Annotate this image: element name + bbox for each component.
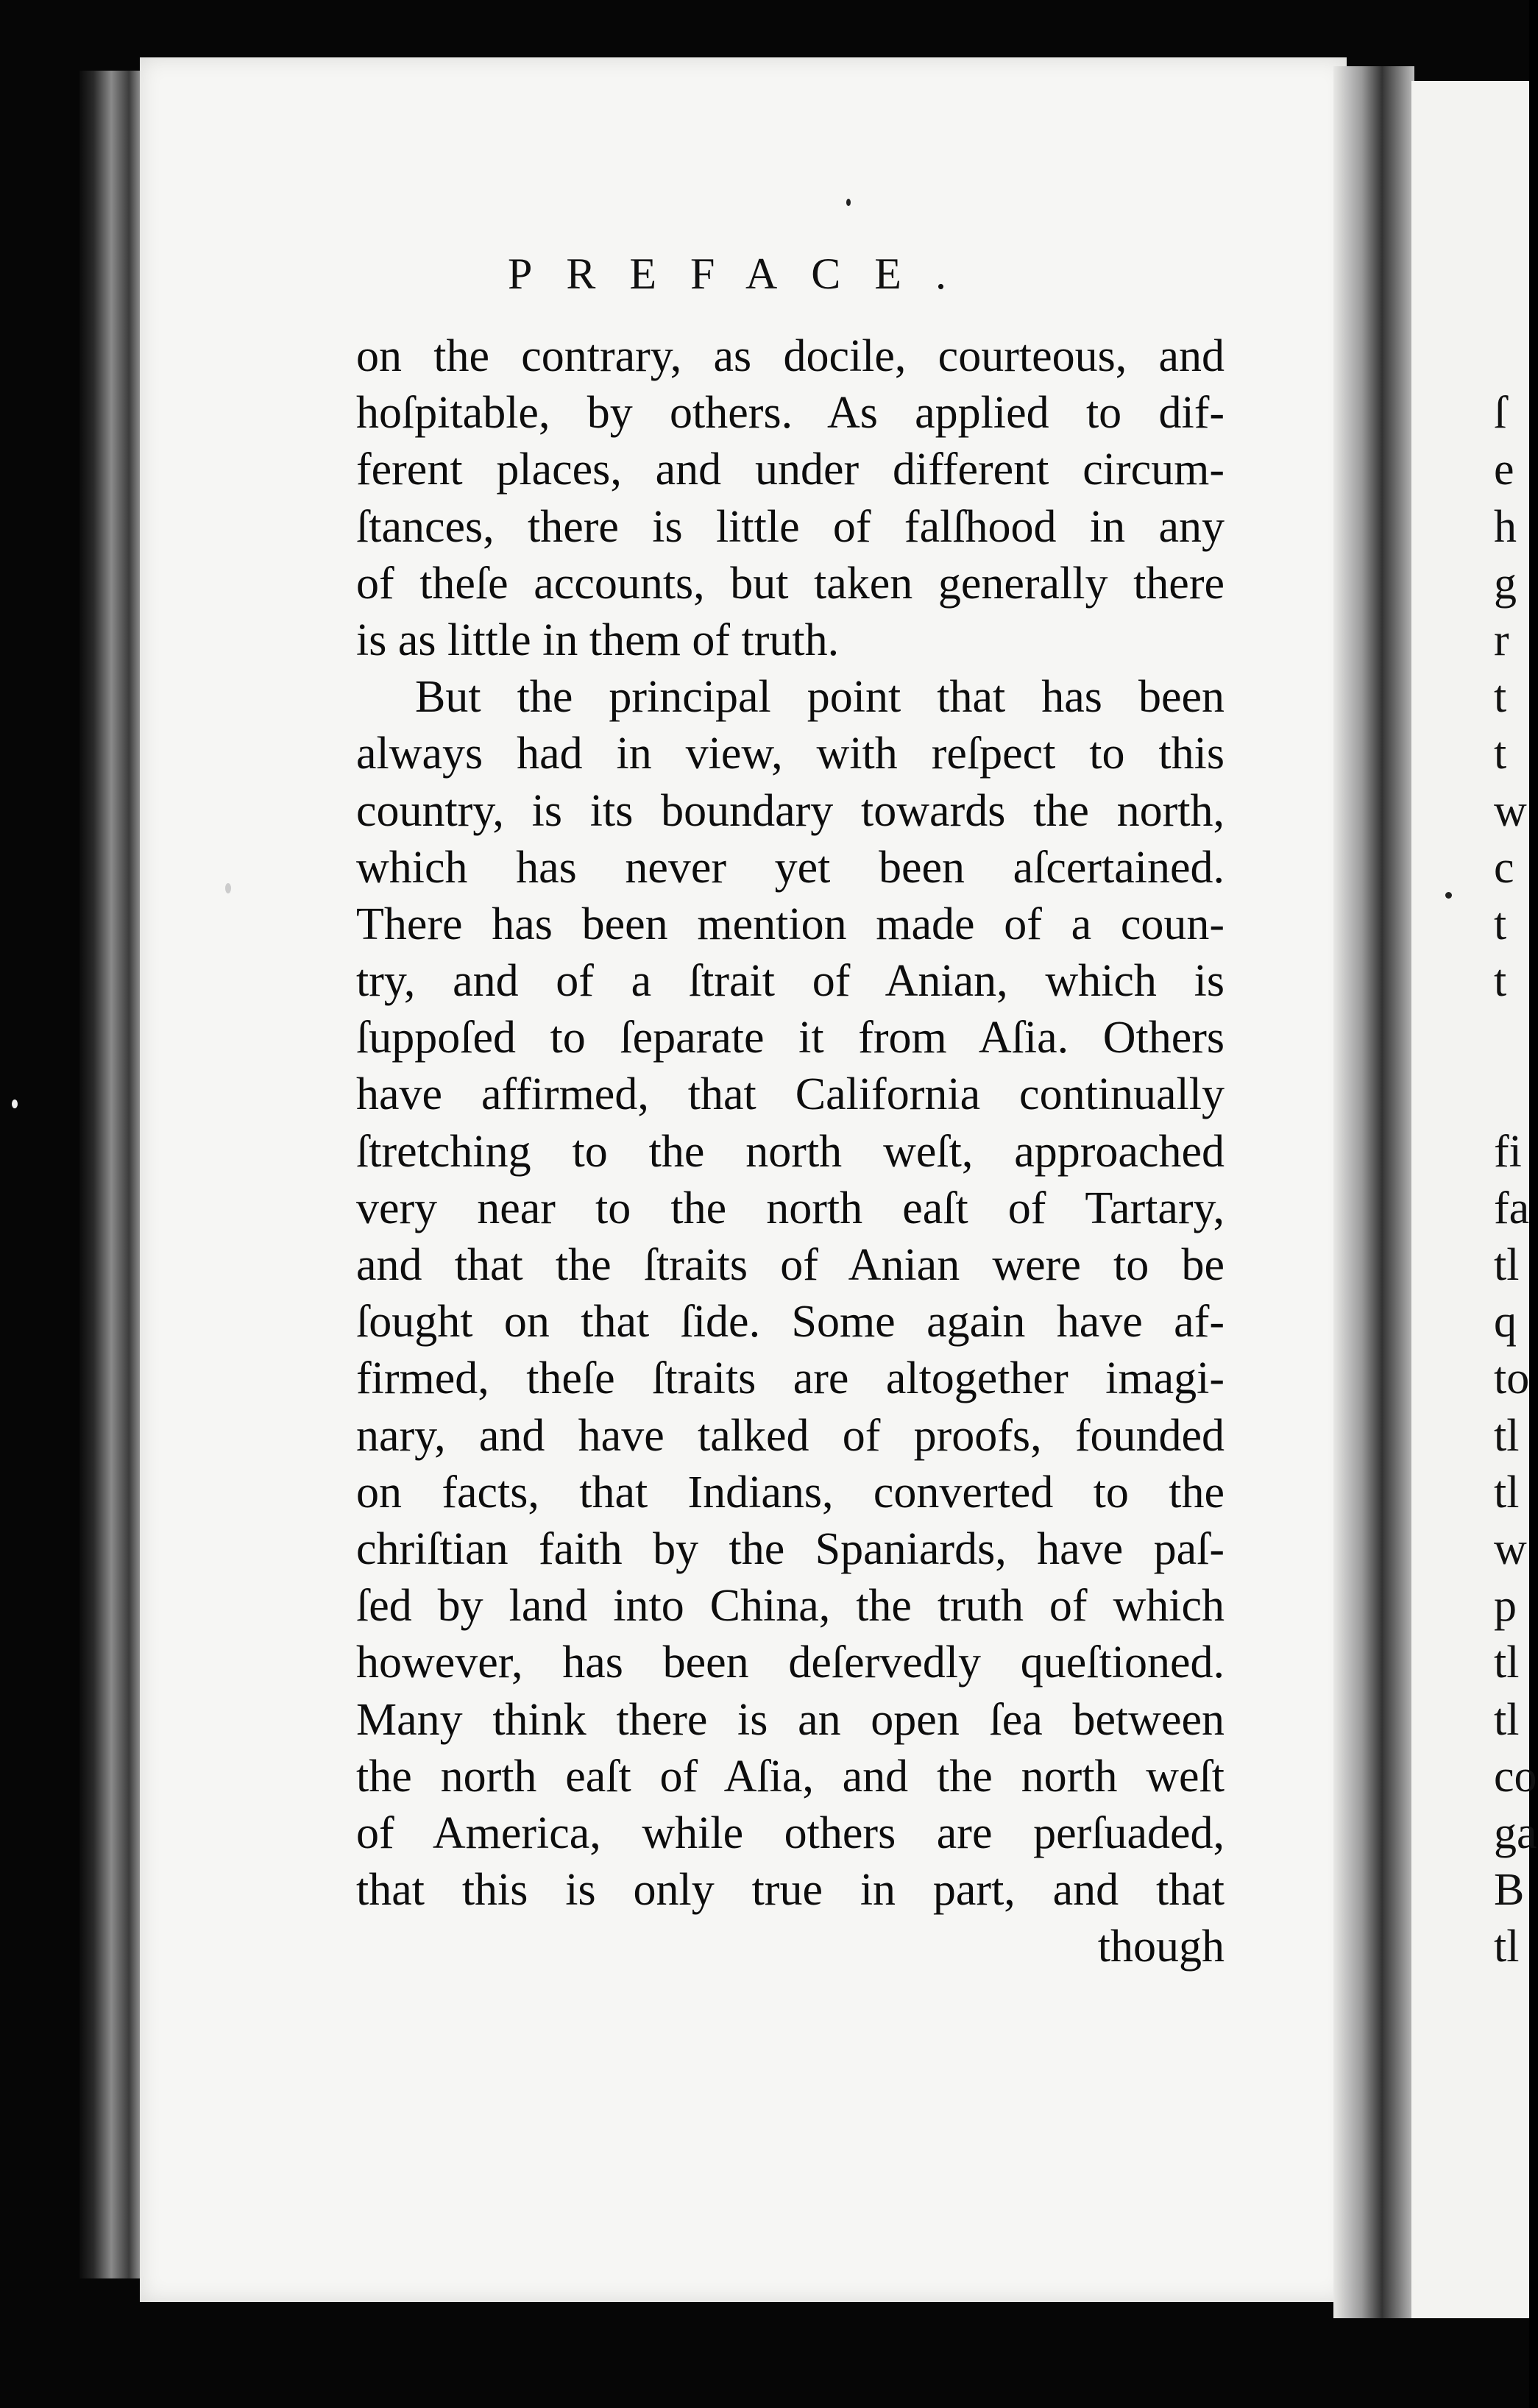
text-line: the north eaſt of Aſia, and the north weſt	[356, 1751, 1225, 1802]
text-line: There has been mention made of a coun-	[356, 899, 1225, 949]
fragment: co	[1494, 1751, 1537, 1802]
paper-speck	[225, 883, 231, 893]
text-line: chriſtian faith by the Spaniards, have paſ-	[356, 1523, 1225, 1574]
fragment: B	[1494, 1865, 1525, 1916]
facing-page-text-fragments	[1494, 328, 1538, 1975]
fragment: w	[1494, 785, 1527, 836]
text-line: But the principal point that has been	[415, 672, 1225, 723]
paper-speck	[846, 199, 851, 206]
fragment: fi	[1494, 1126, 1522, 1177]
text-line: firmed, theſe ſtraits are altogether imagi-	[356, 1353, 1225, 1404]
text-line: ſuppoſed to ſeparate it from Aſia. Others	[356, 1013, 1225, 1063]
text-line: very near to the north eaſt of Tartary,	[356, 1183, 1225, 1233]
paper-speck	[1445, 892, 1452, 899]
fragment: t	[1494, 729, 1507, 779]
text-line: ſed by land into China, the truth of which	[356, 1581, 1225, 1632]
text-line: that this is only true in part, and that	[356, 1865, 1225, 1916]
fragment: ſ	[1494, 388, 1507, 439]
text-line: on facts, that Indians, converted to the	[356, 1467, 1225, 1518]
text-line: however, has been deſervedly queſtioned.	[356, 1637, 1225, 1688]
fragment: t	[1494, 672, 1507, 723]
text-line: on the contrary, as docile, courteous, and	[356, 331, 1225, 381]
text-line: and that the ſtraits of Anian were to be	[356, 1240, 1225, 1290]
fragment: w	[1494, 1523, 1527, 1574]
fragment: t	[1494, 899, 1507, 949]
fragment	[1494, 1010, 1538, 1066]
fragment: tl	[1494, 1467, 1520, 1518]
text-line: which has never yet been aſcertained.	[356, 842, 1225, 893]
fragment: tl	[1494, 1922, 1520, 1972]
text-line: country, is its boundary towards the north,	[356, 785, 1225, 836]
fragment: t	[1494, 956, 1507, 1007]
catchword: though	[1097, 1922, 1225, 1972]
fragment: h	[1494, 501, 1517, 552]
text-line: ſtretching to the north weſt, approached	[356, 1126, 1225, 1177]
text-line: ſtances, there is little of falſhood in any	[356, 501, 1225, 552]
gutter-shadow	[1333, 66, 1414, 2318]
fragment: r	[1494, 615, 1509, 665]
fragment: ga	[1494, 1807, 1537, 1858]
text-line: of America, while others are perſuaded,	[356, 1807, 1225, 1858]
text-line: is as little in them of truth.	[356, 615, 840, 665]
text-line: Many think there is an open ſea between	[356, 1694, 1225, 1745]
paper-speck	[12, 1099, 18, 1108]
fragment: tl	[1494, 1637, 1520, 1688]
text-line: have affirmed, that California continually	[356, 1069, 1225, 1120]
fragment: p	[1494, 1581, 1517, 1632]
fragment: q	[1494, 1297, 1517, 1348]
fragment: fa	[1494, 1183, 1530, 1233]
text-line: always had in view, with reſpect to this	[356, 729, 1225, 779]
fragment: tl	[1494, 1410, 1520, 1461]
fragment: tl	[1494, 1240, 1520, 1290]
fragment: e	[1494, 445, 1514, 495]
fragment	[1494, 328, 1538, 385]
body-text	[356, 328, 1225, 1975]
fragment: g	[1494, 558, 1517, 609]
text-line: ferent places, and under different circum-	[356, 445, 1225, 495]
fragment: c	[1494, 842, 1514, 893]
running-header: PREFACE.	[508, 249, 980, 298]
text-line: nary, and have talked of proofs, founded	[356, 1410, 1225, 1461]
text-line: ſought on that ſide. Some again have af-	[356, 1297, 1225, 1348]
text-line: of theſe accounts, but taken generally there	[356, 558, 1225, 609]
fragment	[1494, 1066, 1538, 1123]
fragment: tl	[1494, 1694, 1520, 1745]
text-line: try, and of a ſtrait of Anian, which is	[356, 956, 1225, 1007]
text-line: hoſpitable, by others. As applied to dif-	[356, 388, 1225, 439]
fragment: to	[1494, 1353, 1530, 1404]
